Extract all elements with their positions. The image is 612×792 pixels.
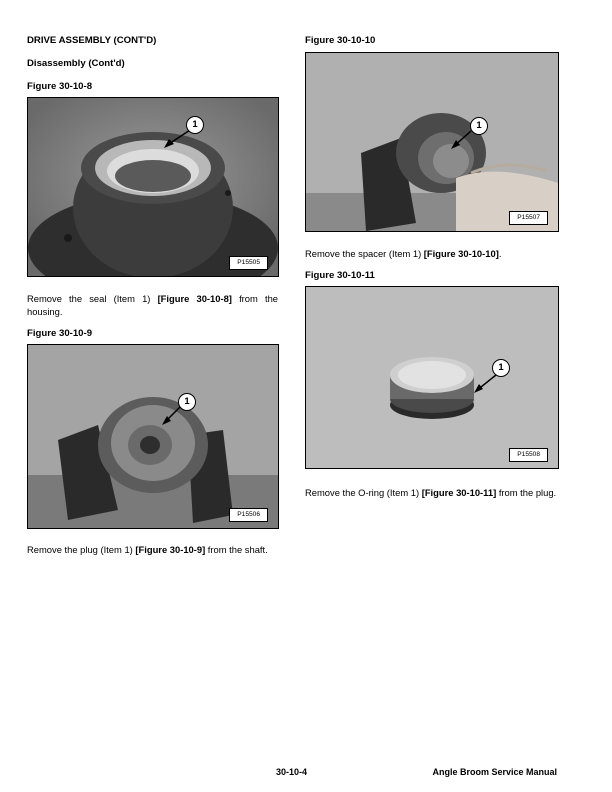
callout-marker: 1 <box>186 116 204 134</box>
step-remove-seal: Remove the seal (Item 1) [Figure 30-10-8] from the housing. <box>27 293 278 317</box>
page-number: 30-10-4 <box>276 767 308 777</box>
photo-id-label: P15507 <box>509 211 548 225</box>
photo-id-label: P15506 <box>229 508 268 522</box>
photo-figure-30-10-8 <box>27 97 279 277</box>
plug-o-ring-photo <box>306 287 558 468</box>
spacer-removal-photo <box>306 53 558 231</box>
section-title: DRIVE ASSEMBLY (CONT'D) <box>27 35 157 46</box>
figure-title-30-10-10: Figure 30-10-10 <box>305 35 376 46</box>
callout-marker: 1 <box>178 393 196 411</box>
photo-id-label: P15508 <box>509 448 548 462</box>
callout-marker: 1 <box>470 117 488 135</box>
photo-figure-30-10-11 <box>305 286 559 469</box>
callout-marker: 1 <box>492 359 510 377</box>
housing-photo <box>28 98 278 276</box>
photo-figure-30-10-9 <box>27 344 279 529</box>
step-remove-plug: Remove the plug (Item 1) [Figure 30-10-9] from the shaft. <box>27 544 268 555</box>
figure-title-30-10-11: Figure 30-10-11 <box>305 270 375 281</box>
figure-title-30-10-8: Figure 30-10-8 <box>27 81 93 92</box>
photo-figure-30-10-10 <box>305 52 559 232</box>
step-remove-o-ring: Remove the O-ring (Item 1) [Figure 30-10-11] from the plug. <box>305 487 557 498</box>
subsection-title: Disassembly (Cont'd) <box>27 58 125 69</box>
shaft-in-vise-photo <box>28 345 278 528</box>
manual-title: Angle Broom Service Manual <box>432 767 557 777</box>
figure-title-30-10-9: Figure 30-10-9 <box>27 328 93 339</box>
step-remove-spacer: Remove the spacer (Item 1) [Figure 30-10-10]. <box>305 248 502 259</box>
photo-id-label: P15505 <box>229 256 268 270</box>
